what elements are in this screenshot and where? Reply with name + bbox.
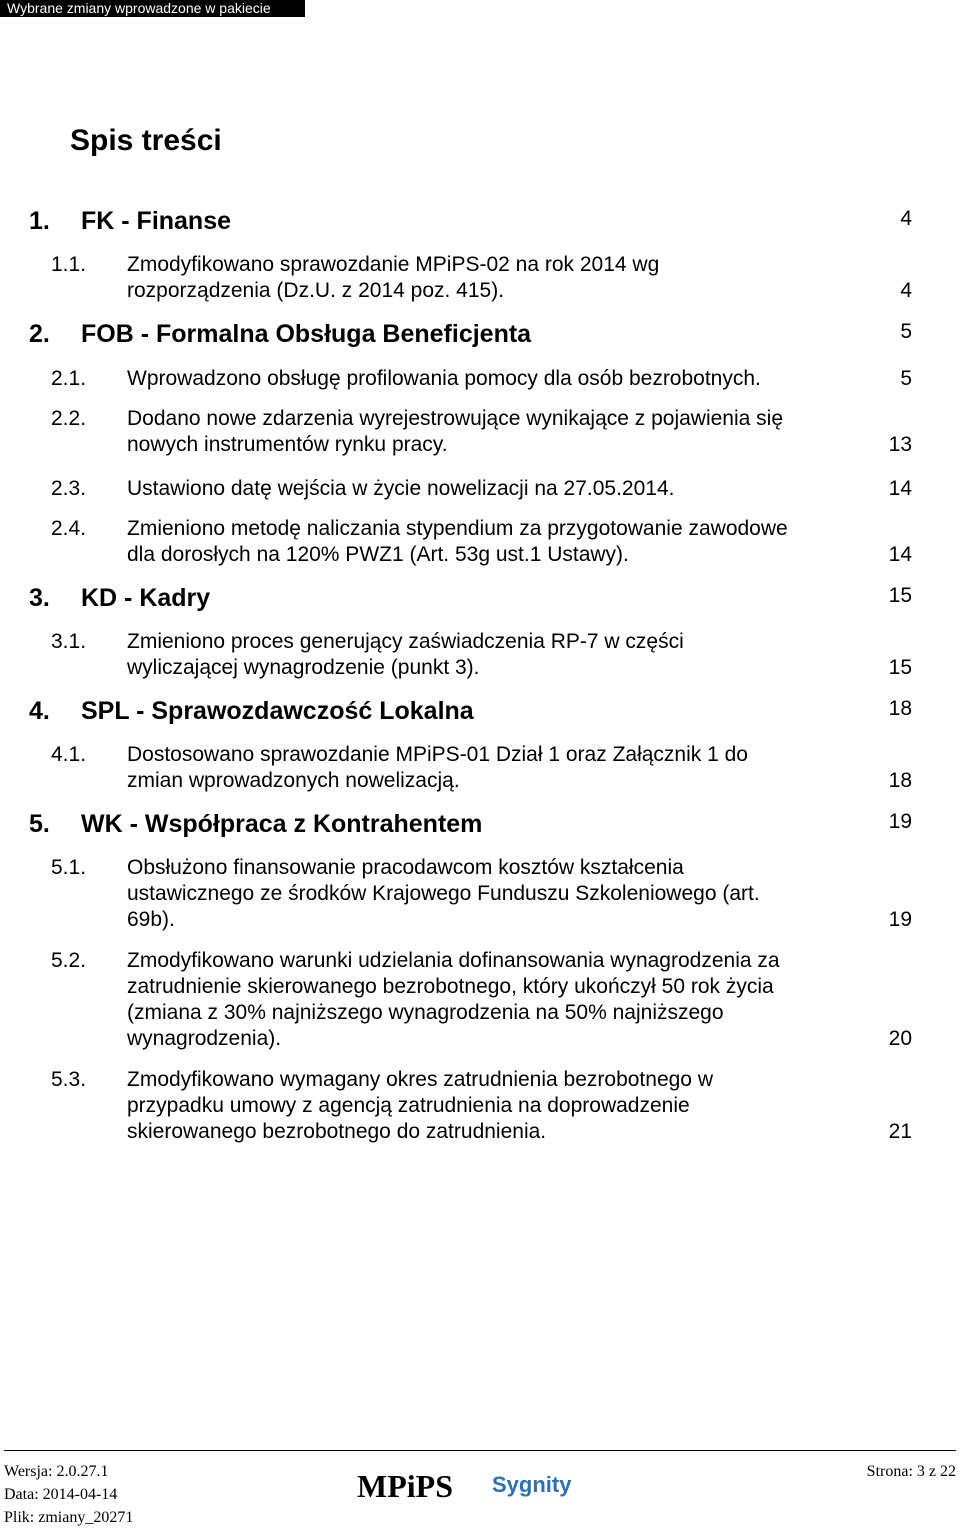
toc-entry-page[interactable]: 13 [888, 433, 912, 456]
toc-entry-text[interactable]: wyliczającej wynagrodzenie (punkt 3). [127, 656, 480, 679]
toc-entry-text[interactable]: 69b). [127, 908, 175, 931]
sygnity-logo [490, 1468, 580, 1500]
toc-entry-number: 2.4. [51, 517, 87, 540]
toc-entry-page[interactable]: 5 [900, 367, 912, 390]
toc-entry-number: 5.3. [51, 1068, 87, 1091]
toc-entry-page[interactable]: 14 [888, 477, 912, 500]
footer-file: Plik: zmiany_20271 [4, 1509, 134, 1526]
toc-entry-text[interactable]: Zmodyfikowano sprawozdanie MPiPS-02 na rok 2014 wg [127, 253, 660, 276]
toc-entry-text[interactable]: (zmiana z 30% najniższego wynagrodzenia na 50% najniższego [127, 1001, 724, 1024]
toc-entry-number: 3.1. [51, 630, 87, 653]
toc-entry-text[interactable]: WK - Współpraca z Kontrahentem [81, 810, 483, 838]
toc-entry-page[interactable]: 19 [888, 810, 912, 833]
toc-entry-text[interactable]: Zmieniono metodę naliczania stypendium za przygotowanie zawodowe [127, 517, 788, 540]
toc-entry-text[interactable]: zatrudnienie skierowanego bezrobotnego, który ukończył 50 rok życia [127, 975, 774, 998]
toc-entry-number: 5.2. [51, 949, 87, 972]
toc-entry-page[interactable]: 18 [888, 769, 912, 792]
footer-page-number: Strona: 3 z 22 [866, 1463, 956, 1480]
toc-entry-page[interactable]: 15 [888, 656, 912, 679]
toc-entry-text[interactable]: Zmodyfikowano warunki udzielania dofinansowania wynagrodzenia za [127, 949, 780, 972]
toc-entry-page[interactable]: 18 [888, 697, 912, 720]
toc-entry-number: 3. [29, 584, 50, 612]
toc-entry-number: 2.3. [51, 477, 87, 500]
toc-entry-page[interactable]: 14 [888, 543, 912, 566]
toc-entry-page[interactable]: 5 [900, 320, 912, 343]
toc-entry-text[interactable]: wynagrodzenia). [127, 1027, 282, 1050]
toc-entry-text[interactable]: SPL - Sprawozdawczość Lokalna [81, 697, 474, 725]
toc-entry-text[interactable]: nowych instrumentów rynku pracy. [127, 433, 448, 456]
toc-entry-text[interactable]: zmian wprowadzonych nowelizacją. [127, 769, 460, 792]
toc-entry-number: 2.2. [51, 407, 87, 430]
toc-entry-text[interactable]: Dodano nowe zdarzenia wyrejestrowujące wynikające z pojawienia się [127, 407, 784, 430]
toc-entry-text[interactable]: Dostosowano sprawozdanie MPiPS-01 Dział 1 oraz Załącznik 1 do [127, 743, 748, 766]
toc-entry-text[interactable]: przypadku umowy z agencją zatrudnienia na doprowadzenie [127, 1094, 690, 1117]
toc-entry-text[interactable]: Obsłużono finansowanie pracodawcom kosztów kształcenia [127, 856, 684, 879]
toc-entry-page[interactable]: 4 [900, 279, 912, 302]
toc-entry-text[interactable]: FK - Finanse [81, 207, 232, 235]
toc-entry-text[interactable]: FOB - Formalna Obsługa Beneficjenta [81, 320, 532, 348]
toc-entry-text[interactable]: Zmieniono proces generujący zaświadczenia RP-7 w części [127, 630, 684, 653]
toc-entry-number: 2. [29, 320, 50, 348]
toc-entry-number: 5.1. [51, 856, 87, 879]
toc-entry-text[interactable]: Wprowadzono obsługę profilowania pomocy dla osób bezrobotnych. [127, 367, 761, 390]
toc-entry-page[interactable]: 20 [888, 1027, 912, 1050]
footer-divider [4, 1450, 956, 1451]
toc-entry-text[interactable]: dla dorosłych na 120% PWZ1 (Art. 53g ust.1 Ustawy). [127, 543, 629, 566]
footer-date: Data: 2014-04-14 [4, 1486, 118, 1503]
toc-entry-number: 5. [29, 810, 50, 838]
toc-entry-text[interactable]: skierowanego bezrobotnego do zatrudnienia. [127, 1120, 547, 1143]
toc-entry-page[interactable]: 15 [888, 584, 912, 607]
footer-version: Wersja: 2.0.27.1 [4, 1463, 109, 1480]
running-header: Wybrane zmiany wprowadzone w pakiecie [0, 0, 305, 17]
mpips-logo: MPiPS [357, 1468, 453, 1504]
toc-entry-page[interactable]: 21 [888, 1120, 912, 1143]
sygnity-logo-text: Sygnity [492, 1472, 572, 1497]
toc-entry-number: 1.1. [51, 253, 87, 276]
toc-entry-number: 4. [29, 697, 50, 725]
toc-entry-number: 2.1. [51, 367, 87, 390]
toc-title: Spis treści [70, 124, 222, 157]
toc-entry-page[interactable]: 4 [900, 207, 912, 230]
toc-entry-number: 1. [29, 207, 50, 235]
toc-entry-number: 4.1. [51, 743, 87, 766]
toc-entry-text[interactable]: ustawicznego ze środków Krajowego Funduszu Szkoleniowego (art. [127, 882, 760, 905]
toc-entry-text[interactable]: KD - Kadry [81, 584, 211, 612]
toc-entry-text[interactable]: Zmodyfikowano wymagany okres zatrudnienia bezrobotnego w [127, 1068, 713, 1091]
toc-entry-text[interactable]: rozporządzenia (Dz.U. z 2014 poz. 415). [127, 279, 505, 302]
toc-entry-text[interactable]: Ustawiono datę wejścia w życie nowelizacji na 27.05.2014. [127, 477, 675, 500]
toc-entry-page[interactable]: 19 [888, 908, 912, 931]
